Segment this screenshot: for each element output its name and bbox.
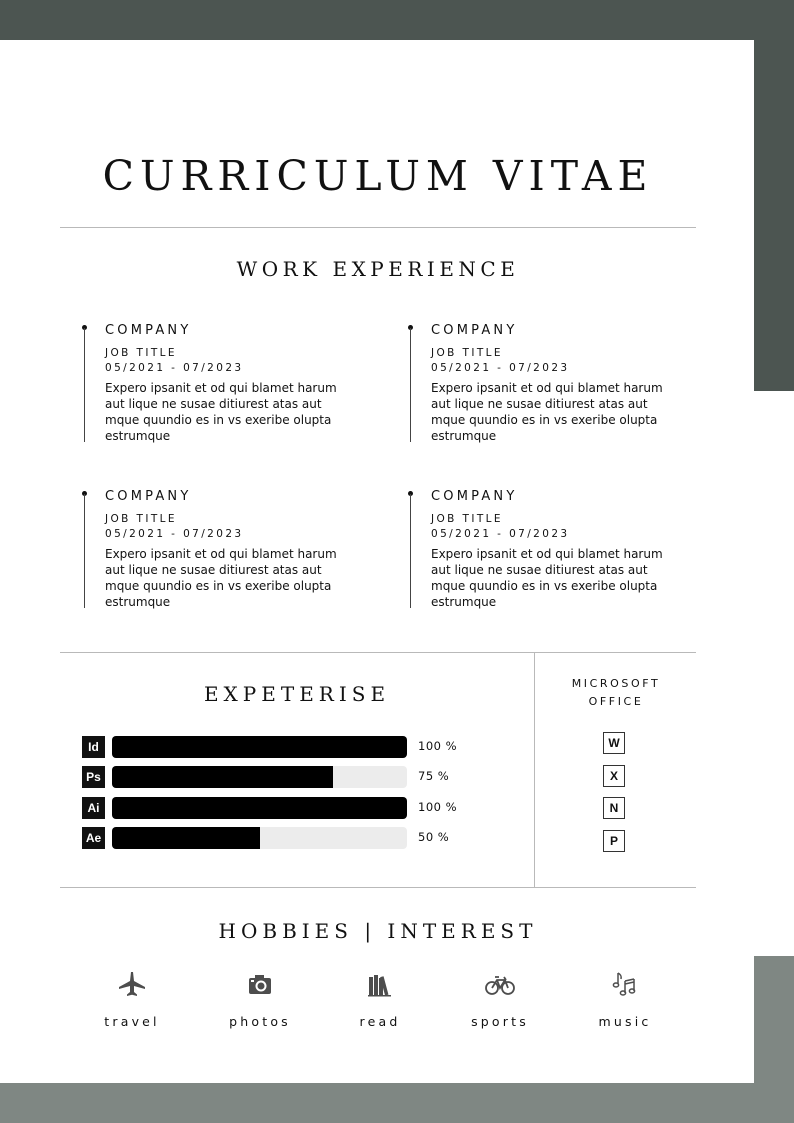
skill-row: [82, 736, 482, 758]
work-experience-heading: WORK EXPERIENCE: [236, 257, 520, 281]
hobby-label: sports: [471, 1014, 529, 1029]
company-name: COMPANY: [105, 489, 192, 504]
job-dates: 05/2021 - 07/2023: [105, 362, 244, 374]
timeline-line: [410, 328, 411, 442]
right-frame-bar-top: [754, 0, 794, 391]
skill-bar-fill: [112, 766, 333, 788]
hobby-label: music: [598, 1014, 652, 1029]
after-effects-icon: Ae: [82, 827, 105, 849]
page-title: CURRICULUM VITAE: [102, 152, 654, 200]
job-description: Expero ipsanit et od qui blamet harum aut lique ne susae ditiurest atas aut mque quundio es in vs exeribe olupta estrumque: [105, 547, 337, 609]
illustrator-icon: Ai: [82, 797, 105, 819]
job-dates: 05/2021 - 07/2023: [431, 528, 570, 540]
word-icon: W: [603, 732, 625, 754]
photoshop-icon: Ps: [82, 766, 105, 788]
job-title: JOB TITLE: [431, 513, 503, 525]
music-notes-icon: [610, 969, 640, 999]
divider-skills-bottom: [60, 887, 696, 888]
job-dates: 05/2021 - 07/2023: [105, 528, 244, 540]
skill-row: [82, 766, 482, 788]
timeline-line: [410, 494, 411, 608]
skill-row: [82, 827, 482, 849]
company-name: COMPANY: [431, 489, 518, 504]
powerpoint-icon: P: [603, 830, 625, 852]
company-name: COMPANY: [431, 323, 518, 338]
top-frame-bar: [0, 0, 794, 40]
indesign-icon: Id: [82, 736, 105, 758]
skill-bar-fill: [112, 736, 407, 758]
divider-skills-top: [60, 652, 696, 653]
job-description: Expero ipsanit et od qui blamet harum aut lique ne susae ditiurest atas aut mque quundio es in vs exeribe olupta estrumque: [431, 547, 663, 609]
skill-bar-track: [112, 736, 407, 758]
microsoft-office-heading-line1: MICROSOFT: [571, 677, 661, 690]
job-dates: 05/2021 - 07/2023: [431, 362, 570, 374]
books-icon: [365, 969, 395, 999]
hobby-label: travel: [104, 1014, 160, 1029]
job-title: JOB TITLE: [431, 347, 503, 359]
expertise-heading: EXPETERISE: [203, 682, 391, 706]
onenote-icon: N: [603, 797, 625, 819]
excel-icon: X: [603, 765, 625, 787]
hobby-label: photos: [229, 1014, 291, 1029]
job-title: JOB TITLE: [105, 347, 177, 359]
job-description: Expero ipsanit et od qui blamet harum aut lique ne susae ditiurest atas aut mque quundio es in vs exeribe olupta estrumque: [105, 381, 337, 443]
hobby-label: read: [359, 1014, 401, 1029]
skill-bar-track: [112, 797, 407, 819]
divider-title: [60, 227, 696, 228]
skill-percent: 100 %: [418, 739, 458, 753]
timeline-line: [84, 494, 85, 608]
hobbies-heading: HOBBIES | INTEREST: [218, 919, 538, 943]
timeline-line: [84, 328, 85, 442]
skill-bar-track: [112, 827, 407, 849]
job-description: Expero ipsanit et od qui blamet harum aut lique ne susae ditiurest atas aut mque quundio es in vs exeribe olupta estrumque: [431, 381, 663, 443]
bicycle-icon: [485, 969, 515, 999]
skill-bar-fill: [112, 827, 260, 849]
microsoft-office-heading: [535, 675, 697, 711]
bottom-frame-bar: [0, 1083, 794, 1123]
skill-percent: 75 %: [418, 769, 450, 783]
skill-row: [82, 797, 482, 819]
skill-percent: 50 %: [418, 830, 450, 844]
skill-percent: 100 %: [418, 800, 458, 814]
microsoft-office-heading-line2: OFFICE: [588, 695, 644, 708]
camera-icon: [245, 969, 275, 999]
skill-bar-track: [112, 766, 407, 788]
skill-bar-fill: [112, 797, 407, 819]
job-title: JOB TITLE: [105, 513, 177, 525]
airplane-icon: [117, 969, 147, 999]
company-name: COMPANY: [105, 323, 192, 338]
